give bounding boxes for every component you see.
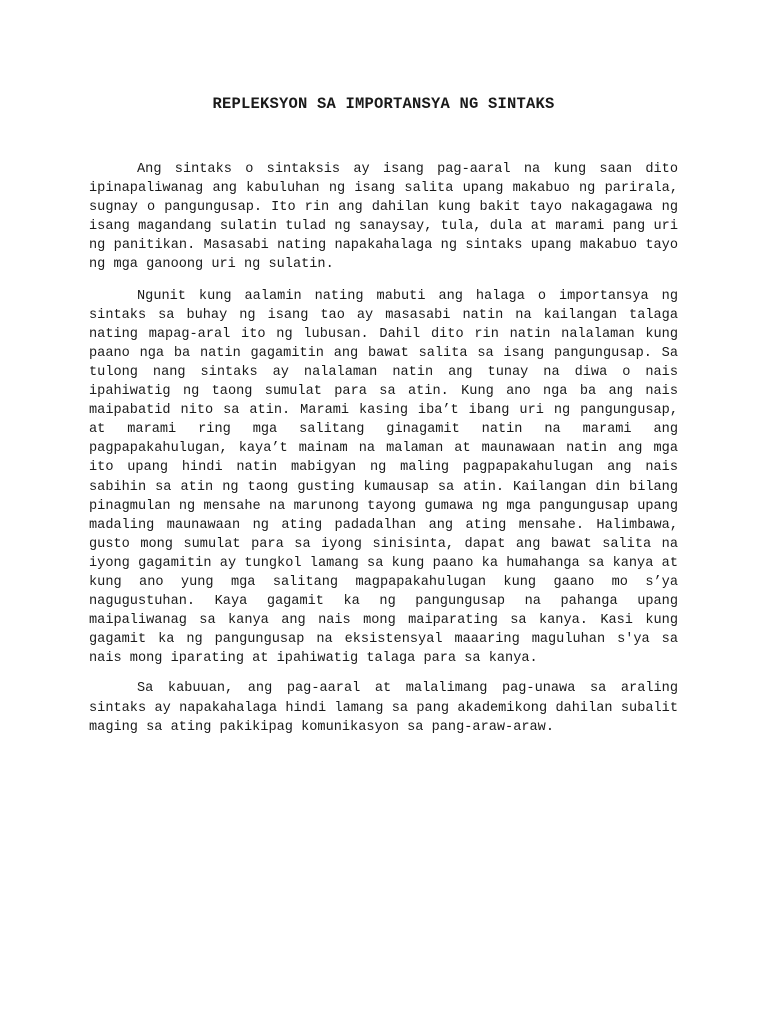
document-page — [89, 94, 678, 737]
paragraph-intro: Ang sintaks o sintaksis ay isang pag-aaral na kung saan dito ipinapaliwanag ang kabuluhan ng isang salita upang makabuo ng parirala, sugnay o pangungusap. Ito rin ang dahilan kung bakit tayo nakagagawa ng isang magandang sulatin tulad ng sanaysay, tula, dula at marami pang uri ng panitikan. Masasabi nating napakahalaga ng sintaks upang makabuo tayo ng mga ganoong uri ng sulatin. — [89, 162, 678, 273]
paragraph-conclusion: Sa kabuuan, ang pag-aaral at malalimang pag-unawa sa araling sintaks ay napakahalaga hindi lamang sa pang akademikong dahilan subalit maging sa ating pakikipag komunikasyon sa pang-araw-araw. — [89, 681, 678, 735]
paragraph-body: Ngunit kung aalamin nating mabuti ang halaga o importansya ng sintaks sa buhay ng isang tao ay masasabi natin na kailangan talaga nating mapag-aral ito ng lubusan. Dahil dito rin natin nalalaman kung paano nga ba natin gagamitin ang bawat salita sa isang pangungusap. Sa tulong nang sintaks ay nalalaman natin ang tunay na diwa o nais ipahiwatig ng taong sumulat para sa atin. Kung ano nga ba ang nais maipabatid nito sa atin. Marami kasing iba’t ibang uri ng pangungusap, at marami ring mga salitang ginagamit natin na marami ang pagpapakahulugan, kaya’t mainam na malaman at maunawaan natin ang mga ito upang hindi natin mabigyan ng maling pagpapakahulugan ang nais sabihin sa atin ng taong gusting kumausap sa atin. Kailangan din bilang pinagmulan ng mensahe na marunong tayong gumawa ng mga pangungusap upang madaling maunawaan ng ating padadalhan ang ating mensahe. Halimbawa, gusto mong sumulat para sa iyong sinisinta, dapat ang bawat salita na iyong gagamitin ay tungkol lamang sa kung paano ka humahanga sa kanya at kung ano yung mga salitang magpapakahulugan kung gaano mo s’ya nagugustuhan. Kaya gagamit ka ng pangungusap na pahanga upang maipaliwanag sa kanya ang nais mong maiparating sa kanya. Kasi kung gagamit ka ng pangungusap na eksistensyal maaaring maguluhan s'ya sa nais mong iparating at ipahiwatig talaga para sa kanya. — [89, 288, 678, 667]
document-title: REPLEKSYON SA IMPORTANSYA NG SINTAKS — [212, 95, 555, 113]
